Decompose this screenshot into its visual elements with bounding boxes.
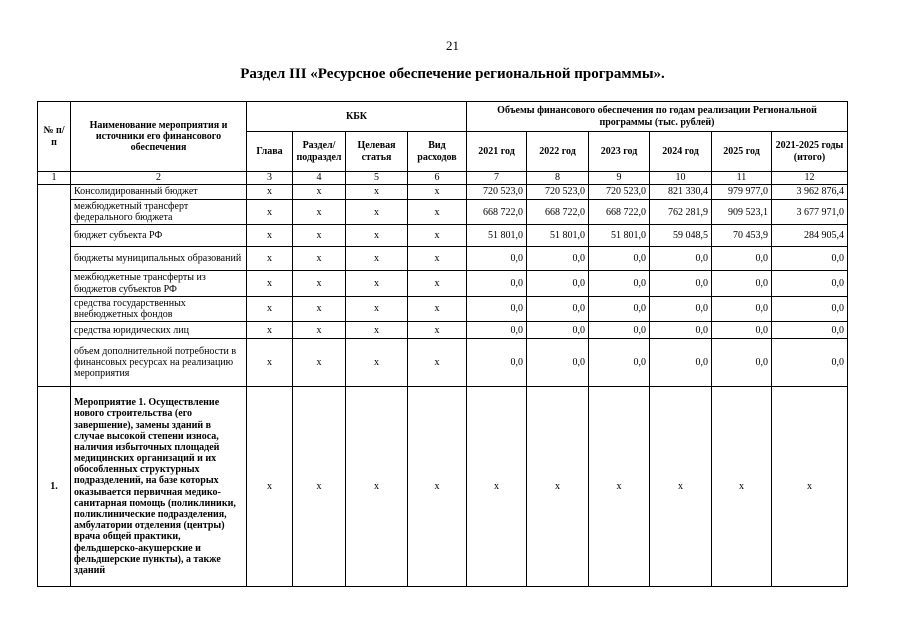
value-cell: 0,0 xyxy=(650,339,712,387)
table-row xyxy=(38,339,848,387)
kbk-cell: x xyxy=(293,200,346,225)
kbk-cell: x xyxy=(247,339,293,387)
value-cell: 668 722,0 xyxy=(467,200,527,225)
value-cell: 0,0 xyxy=(527,322,589,339)
value-cell: 0,0 xyxy=(589,247,650,271)
value-cell: 284 905,4 xyxy=(772,225,848,247)
kbk-cell: x xyxy=(293,185,346,200)
value-cell: 0,0 xyxy=(772,296,848,321)
kbk-cell: x xyxy=(408,247,467,271)
col-number: 11 xyxy=(712,172,772,185)
source-name: средства государственных внебюджетных фондов xyxy=(71,296,247,321)
kbk-cell: x xyxy=(346,200,408,225)
kbk-cell: x xyxy=(247,200,293,225)
value-cell: 0,0 xyxy=(527,296,589,321)
col-header-razdel: Раздел/ подраздел xyxy=(293,132,346,172)
value-cell: 0,0 xyxy=(527,271,589,296)
source-name: межбюджетный трансферт федерального бюджета xyxy=(71,200,247,225)
value-cell: 0,0 xyxy=(650,247,712,271)
col-number: 9 xyxy=(589,172,650,185)
value-cell: 0,0 xyxy=(527,339,589,387)
measure-cell: x xyxy=(346,387,408,587)
value-cell: 0,0 xyxy=(527,247,589,271)
section-title: Раздел III «Ресурсное обеспечение региональной программы». xyxy=(240,66,665,82)
col-header-2025: 2025 год xyxy=(712,132,772,172)
measure-row xyxy=(38,387,848,587)
measure-cell: x xyxy=(772,387,848,587)
value-cell: 0,0 xyxy=(772,339,848,387)
col-header-num: № п/п xyxy=(38,102,71,172)
value-cell: 0,0 xyxy=(712,247,772,271)
value-cell: 0,0 xyxy=(467,247,527,271)
kbk-cell: x xyxy=(293,339,346,387)
value-cell: 0,0 xyxy=(650,322,712,339)
measure-number: 1. xyxy=(38,387,71,587)
kbk-cell: x xyxy=(293,322,346,339)
measure-cell: x xyxy=(527,387,589,587)
measure-cell: x xyxy=(247,387,293,587)
kbk-cell: x xyxy=(408,339,467,387)
kbk-cell: x xyxy=(247,225,293,247)
col-header-2022: 2022 год xyxy=(527,132,589,172)
row-number-cell-empty xyxy=(38,185,71,387)
measure-name: Мероприятие 1. Осуществление нового строительства (его завершение), замены зданий в случае высокой степени износа, наличия избыточных площадей медицинских организаций и их обособленных структурных подразделений, на базе которых оказывается первичная медико-санитарная помощь (поликлиники, поликлинические подразделения, амбулатории отделения (центры) врача общей практики, фельдшерско-акушерские и фельдшерские пункты), а также зданий xyxy=(71,387,247,587)
value-cell: 979 977,0 xyxy=(712,185,772,200)
header-row-1 xyxy=(38,102,848,132)
kbk-cell: x xyxy=(346,247,408,271)
value-cell: 0,0 xyxy=(650,271,712,296)
source-name: межбюджетные трансферты из бюджетов субъектов РФ xyxy=(71,271,247,296)
kbk-cell: x xyxy=(247,322,293,339)
value-cell: 720 523,0 xyxy=(589,185,650,200)
measure-cell: x xyxy=(650,387,712,587)
kbk-cell: x xyxy=(247,247,293,271)
value-cell: 0,0 xyxy=(467,271,527,296)
table-row xyxy=(38,225,848,247)
measure-cell: x xyxy=(408,387,467,587)
value-cell: 0,0 xyxy=(712,322,772,339)
value-cell: 0,0 xyxy=(712,296,772,321)
col-header-glava: Глава xyxy=(247,132,293,172)
value-cell: 51 801,0 xyxy=(527,225,589,247)
kbk-cell: x xyxy=(346,271,408,296)
kbk-cell: x xyxy=(408,322,467,339)
kbk-cell: x xyxy=(293,247,346,271)
col-header-kbk: КБК xyxy=(247,102,467,132)
kbk-cell: x xyxy=(408,271,467,296)
value-cell: 3 962 876,4 xyxy=(772,185,848,200)
value-cell: 0,0 xyxy=(589,322,650,339)
table-row xyxy=(38,296,848,321)
col-number: 2 xyxy=(71,172,247,185)
kbk-cell: x xyxy=(247,296,293,321)
value-cell: 668 722,0 xyxy=(527,200,589,225)
col-number: 10 xyxy=(650,172,712,185)
col-number: 1 xyxy=(38,172,71,185)
value-cell: 0,0 xyxy=(467,296,527,321)
value-cell: 0,0 xyxy=(772,271,848,296)
value-cell: 0,0 xyxy=(650,296,712,321)
col-number: 8 xyxy=(527,172,589,185)
value-cell: 909 523,1 xyxy=(712,200,772,225)
value-cell: 0,0 xyxy=(712,271,772,296)
col-number: 12 xyxy=(772,172,848,185)
value-cell: 720 523,0 xyxy=(467,185,527,200)
col-header-volumes: Объемы финансового обеспечения по годам реализации Региональной программы (тыс. рублей) xyxy=(467,102,848,132)
column-number-row xyxy=(38,172,848,185)
col-header-name: Наименование мероприятия и источники его финансового обеспечения xyxy=(71,102,247,172)
kbk-cell: x xyxy=(408,296,467,321)
kbk-cell: x xyxy=(247,185,293,200)
value-cell: 70 453,9 xyxy=(712,225,772,247)
value-cell: 59 048,5 xyxy=(650,225,712,247)
value-cell: 0,0 xyxy=(772,322,848,339)
kbk-cell: x xyxy=(346,296,408,321)
table-row xyxy=(38,322,848,339)
col-header-2021: 2021 год xyxy=(467,132,527,172)
kbk-cell: x xyxy=(346,185,408,200)
value-cell: 0,0 xyxy=(772,247,848,271)
value-cell: 0,0 xyxy=(467,339,527,387)
kbk-cell: x xyxy=(408,200,467,225)
measure-cell: x xyxy=(589,387,650,587)
measure-cell: x xyxy=(467,387,527,587)
col-header-2023: 2023 год xyxy=(589,132,650,172)
measure-cell: x xyxy=(712,387,772,587)
kbk-cell: x xyxy=(293,271,346,296)
value-cell: 0,0 xyxy=(589,339,650,387)
value-cell: 51 801,0 xyxy=(589,225,650,247)
source-name: средства юридических лиц xyxy=(71,322,247,339)
table-row xyxy=(38,247,848,271)
col-number: 4 xyxy=(293,172,346,185)
value-cell: 821 330,4 xyxy=(650,185,712,200)
col-number: 3 xyxy=(247,172,293,185)
col-header-2024: 2024 год xyxy=(650,132,712,172)
value-cell: 0,0 xyxy=(467,322,527,339)
page-number: 21 xyxy=(446,38,459,53)
kbk-cell: x xyxy=(247,271,293,296)
col-header-vid: Вид расходов xyxy=(408,132,467,172)
kbk-cell: x xyxy=(293,296,346,321)
kbk-cell: x xyxy=(346,339,408,387)
kbk-cell: x xyxy=(408,185,467,200)
value-cell: 0,0 xyxy=(589,271,650,296)
value-cell: 3 677 971,0 xyxy=(772,200,848,225)
kbk-cell: x xyxy=(346,322,408,339)
value-cell: 720 523,0 xyxy=(527,185,589,200)
value-cell: 51 801,0 xyxy=(467,225,527,247)
table-row xyxy=(38,200,848,225)
source-name: бюджет субъекта РФ xyxy=(71,225,247,247)
value-cell: 762 281,9 xyxy=(650,200,712,225)
measure-cell: x xyxy=(293,387,346,587)
kbk-cell: x xyxy=(293,225,346,247)
value-cell: 0,0 xyxy=(712,339,772,387)
col-number: 5 xyxy=(346,172,408,185)
table-row xyxy=(38,185,848,200)
source-name: бюджеты муниципальных образований xyxy=(71,247,247,271)
value-cell: 0,0 xyxy=(589,296,650,321)
value-cell: 668 722,0 xyxy=(589,200,650,225)
resource-table xyxy=(37,101,848,587)
col-number: 7 xyxy=(467,172,527,185)
source-name: объем дополнительной потребности в финансовых ресурсах на реализацию мероприятия xyxy=(71,339,247,387)
kbk-cell: x xyxy=(346,225,408,247)
kbk-cell: x xyxy=(408,225,467,247)
col-header-celevaya: Целевая статья xyxy=(346,132,408,172)
col-header-total: 2021-2025 годы (итого) xyxy=(772,132,848,172)
table-row xyxy=(38,271,848,296)
source-name: Консолидированный бюджет xyxy=(71,185,247,200)
col-number: 6 xyxy=(408,172,467,185)
